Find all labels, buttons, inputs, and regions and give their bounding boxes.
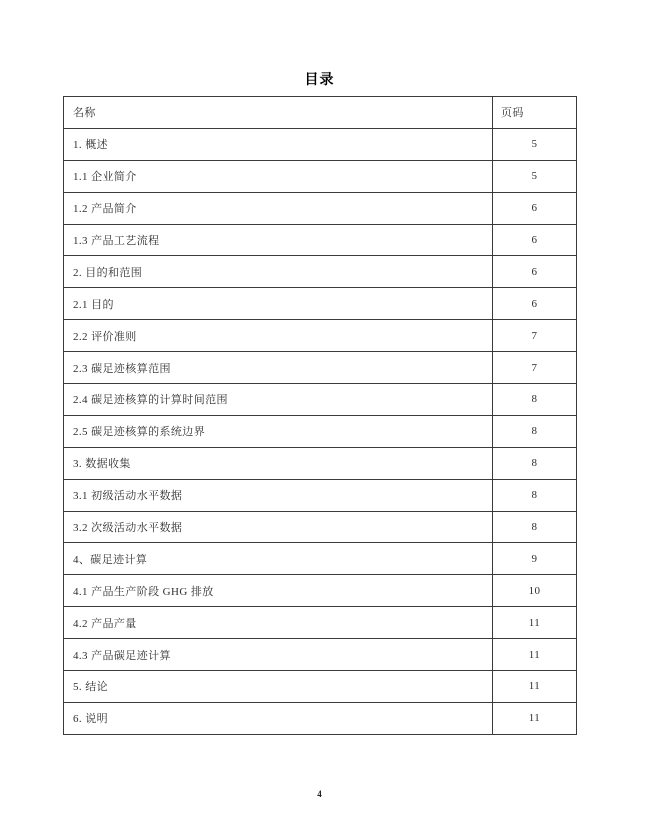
toc-entry-page: 10 [493,575,577,607]
table-row [64,352,577,384]
table-row [64,256,577,288]
toc-entry-name: 3.2 次级活动水平数据 [64,511,493,543]
table-row [64,671,577,703]
toc-entry-name: 1.1 企业简介 [64,160,493,192]
toc-entry-page: 6 [493,256,577,288]
table-row [64,128,577,160]
table-row [64,607,577,639]
toc-entry-name: 1.2 产品简介 [64,192,493,224]
table-row [64,543,577,575]
toc-entry-name: 2. 目的和范围 [64,256,493,288]
toc-entry-page: 8 [493,479,577,511]
toc-entry-name: 1.3 产品工艺流程 [64,224,493,256]
table-row [64,702,577,734]
table-row [64,415,577,447]
table-row [64,447,577,479]
toc-entry-page: 8 [493,511,577,543]
table-row [64,479,577,511]
table-row [64,192,577,224]
toc-entry-name: 1. 概述 [64,128,493,160]
toc-entry-name: 6. 说明 [64,702,493,734]
table-row [64,384,577,416]
toc-entry-page: 11 [493,607,577,639]
toc-entry-name: 2.2 评价准则 [64,320,493,352]
table-row [64,511,577,543]
toc-entry-page: 8 [493,415,577,447]
footer-page-number: 4 [317,789,322,799]
toc-entry-name: 4.1 产品生产阶段 GHG 排放 [64,575,493,607]
toc-entry-page: 6 [493,224,577,256]
toc-entry-name: 2.1 目的 [64,288,493,320]
table-row [64,575,577,607]
table-row [64,224,577,256]
toc-entry-name: 3. 数据收集 [64,447,493,479]
toc-entry-page: 6 [493,288,577,320]
toc-header-row [64,97,577,129]
toc-entry-page: 6 [493,192,577,224]
toc-header-page: 页码 [493,97,577,129]
toc-table [63,96,577,735]
toc-entry-page: 11 [493,702,577,734]
toc-entry-name: 3.1 初级活动水平数据 [64,479,493,511]
table-row [64,320,577,352]
toc-entry-name: 2.5 碳足迹核算的系统边界 [64,415,493,447]
toc-entry-page: 5 [493,160,577,192]
toc-entry-name: 4、碳足迹计算 [64,543,493,575]
toc-entry-page: 11 [493,671,577,703]
toc-entry-name: 5. 结论 [64,671,493,703]
table-row [64,288,577,320]
table-row [64,160,577,192]
toc-entry-page: 5 [493,128,577,160]
toc-entry-name: 2.3 碳足迹核算范围 [64,352,493,384]
toc-entry-page: 7 [493,352,577,384]
toc-entry-page: 8 [493,447,577,479]
toc-entry-name: 2.4 碳足迹核算的计算时间范围 [64,384,493,416]
toc-entry-page: 7 [493,320,577,352]
toc-entry-name: 4.3 产品碳足迹计算 [64,639,493,671]
toc-header-name: 名称 [64,97,493,129]
table-row [64,639,577,671]
page-title: 目录 [304,73,335,88]
toc-entry-page: 9 [493,543,577,575]
toc-entry-page: 11 [493,639,577,671]
toc-entry-name: 4.2 产品产量 [64,607,493,639]
toc-entry-page: 8 [493,384,577,416]
